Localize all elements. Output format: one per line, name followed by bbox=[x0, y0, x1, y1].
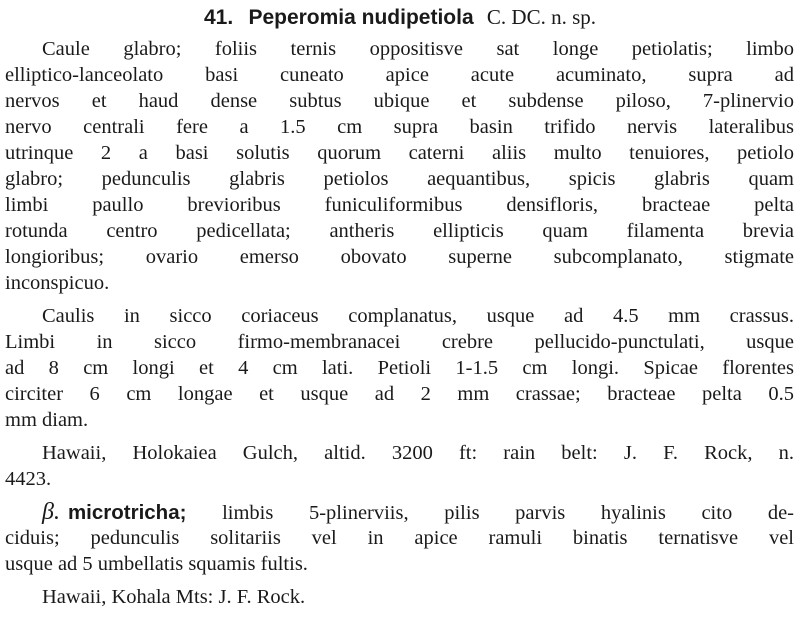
species-author: C. DC. n. sp. bbox=[486, 5, 597, 29]
variety-line bbox=[5, 499, 794, 525]
description-line: nervo centrali fere a 1.5 cm supra basin trifido nervis lateralibus bbox=[5, 116, 794, 138]
description-line: Caule glabro; foliis ternis oppositisve sat longe petiolatis; limbo bbox=[42, 38, 794, 60]
description-line: rotunda centro pedicellata; antheris ellipticis quam filamenta brevia bbox=[5, 220, 794, 242]
locality-line: Hawaii, Holokaiea Gulch, altid. 3200 ft: rain belt: J. F. Rock, n. bbox=[42, 442, 794, 464]
measurements-line: Caulis in sicco coriaceus complanatus, usque ad 4.5 mm crassus. bbox=[42, 305, 794, 327]
description-line: nervos et haud dense subtus ubique et subdense piloso, 7-plinervio bbox=[5, 90, 794, 112]
description-line: glabro; pedunculis glabris petiolos aequantibus, spicis glabris quam bbox=[5, 168, 794, 190]
measurements-line: mm diam. bbox=[5, 409, 89, 431]
variety-symbol: β. bbox=[42, 499, 60, 525]
locality-line: 4423. bbox=[5, 468, 52, 490]
variety-line: ciduis; pedunculis solitariis vel in apice ramuli binatis ternatisve vel bbox=[5, 527, 794, 549]
description-line: inconspicuo. bbox=[5, 272, 110, 294]
description-line: elliptico-lanceolato basi cuneato apice acute acuminato, supra ad bbox=[5, 64, 794, 86]
description-line: longioribus; ovario emerso obovato superne subcomplanato, stigmate bbox=[5, 246, 794, 268]
variety-text: limbis 5-plinerviis, pilis parvis hyalinis cito de- bbox=[222, 502, 795, 524]
variety-line: usque ad 5 umbellatis squamis fultis. bbox=[5, 553, 308, 575]
measurements-line: Limbi in sicco firmo-membranacei crebre pellucido-punctulati, usque bbox=[5, 331, 794, 353]
description-line: limbi paullo brevioribus funiculiformibus densifloris, bracteae pelta bbox=[5, 194, 794, 216]
measurements-line: circiter 6 cm longae et usque ad 2 mm crassae; bracteae pelta 0.5 bbox=[5, 383, 794, 405]
locality-line: Hawaii, Kohala Mts: J. F. Rock. bbox=[42, 586, 306, 608]
species-heading bbox=[0, 4, 800, 31]
variety-name: microtricha; bbox=[67, 501, 187, 524]
species-name: Peperomia nudipetiola bbox=[248, 6, 474, 29]
species-number: 41. bbox=[203, 6, 234, 29]
description-line: utrinque 2 a basi solutis quorum caterni aliis multo tenuiores, petiolo bbox=[5, 142, 794, 164]
measurements-line: ad 8 cm longi et 4 cm lati. Petioli 1-1.5 cm longi. Spicae florentes bbox=[5, 357, 794, 379]
